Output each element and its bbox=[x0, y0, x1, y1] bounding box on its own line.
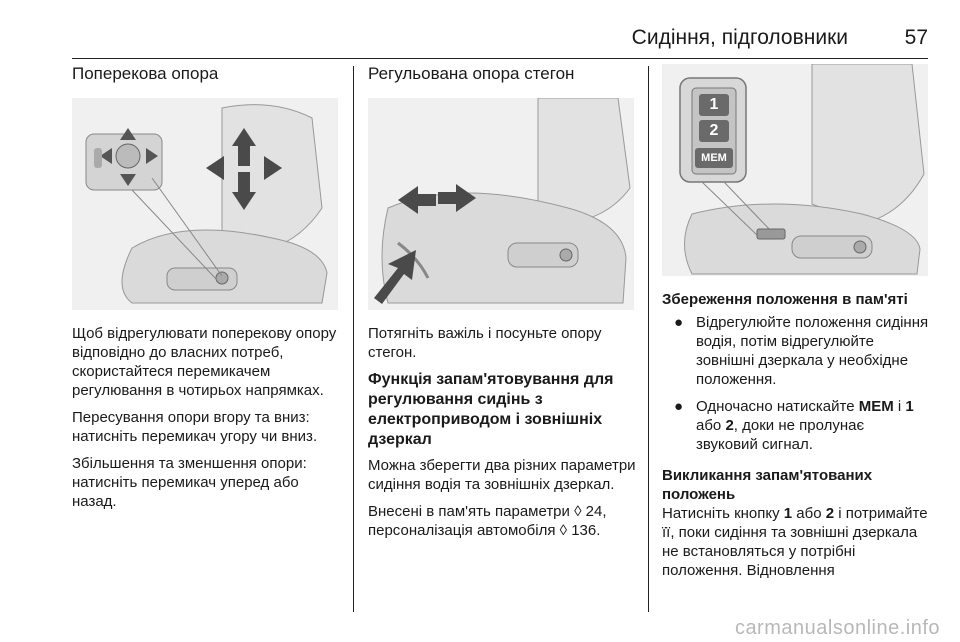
column-memory-settings bbox=[662, 64, 930, 588]
section-heading-save-memory: Збереження положення в пам'яті bbox=[662, 291, 908, 308]
page-title: Сидіння, підголовники bbox=[631, 26, 848, 49]
page-ref-link[interactable]: 136 bbox=[571, 522, 597, 539]
lumbar-support-illustration bbox=[72, 98, 338, 310]
lumbar-paragraph-3: Збільшення та зменшення опори: натисніть перемикач уперед або назад. bbox=[72, 455, 307, 510]
bullet-icon: ● bbox=[674, 314, 684, 331]
bullet-icon: ● bbox=[674, 398, 684, 415]
memory-paragraph-2: Внесені в пам'ять параметри ◊ 24, персоналізація автомобіля ◊ 136. bbox=[368, 503, 607, 539]
page-ref-icon: ◊ bbox=[559, 522, 568, 539]
page-ref-link[interactable]: 24 bbox=[585, 503, 603, 520]
thigh-paragraph-1: Потягніть важіль і посуньте опору стегон. bbox=[368, 325, 602, 361]
page-header bbox=[72, 24, 928, 52]
save-memory-steps bbox=[662, 313, 930, 454]
section-heading-memory: Функція запам'ятовування для регулювання сидінь з електроприводом і зовнішніх дзеркал bbox=[368, 371, 614, 448]
memory-button-mem: MEM bbox=[695, 148, 733, 168]
list-item: ● Одночасно натискайте MEM і 1 або 2, доки не пролунає звуковий сигнал. bbox=[674, 398, 914, 453]
page-number: 57 bbox=[904, 26, 928, 49]
memory-button-2: 2 bbox=[699, 120, 729, 142]
watermark: carmanualsonline.info bbox=[734, 617, 940, 639]
list-item: ● Відрегулюйте положення сидіння водія, потім відрегулюйте зовнішні дзеркала у необхідне положення. bbox=[674, 314, 929, 388]
section-heading-recall-memory: Викликання запам'ятованих положень bbox=[662, 467, 873, 503]
column-divider-1 bbox=[353, 66, 354, 612]
section-heading-thigh: Регульована опора стегон bbox=[368, 64, 575, 83]
memory-button-1: 1 bbox=[699, 94, 729, 116]
thigh-support-illustration bbox=[368, 98, 634, 310]
header-divider bbox=[72, 58, 928, 59]
page-ref-icon: ◊ bbox=[574, 503, 582, 520]
column-thigh-support bbox=[368, 64, 636, 548]
column-lumbar-support bbox=[72, 64, 340, 519]
column-divider-2 bbox=[648, 66, 649, 612]
memory-paragraph-1: Можна зберегти два різних параметри сидіння водія та зовнішніх дзеркал. bbox=[368, 457, 636, 493]
section-heading-lumbar: Поперекова опора bbox=[72, 64, 219, 83]
lumbar-paragraph-1: Щоб відрегулювати поперекову опору відповідно до власних потреб, скористайтеся перемикачем регулювання в чотирьох напрямках. bbox=[72, 325, 337, 399]
lumbar-paragraph-2: Пересування опори вгору та вниз: натисніть перемикач угору чи вниз. bbox=[72, 409, 318, 445]
recall-paragraph: Натисніть кнопку 1 або 2 і потримайте її, поки сидіння та зовнішні дзеркала не встановляться у потрібні положення. Відновлення bbox=[662, 505, 928, 579]
memory-buttons-illustration bbox=[662, 64, 928, 276]
